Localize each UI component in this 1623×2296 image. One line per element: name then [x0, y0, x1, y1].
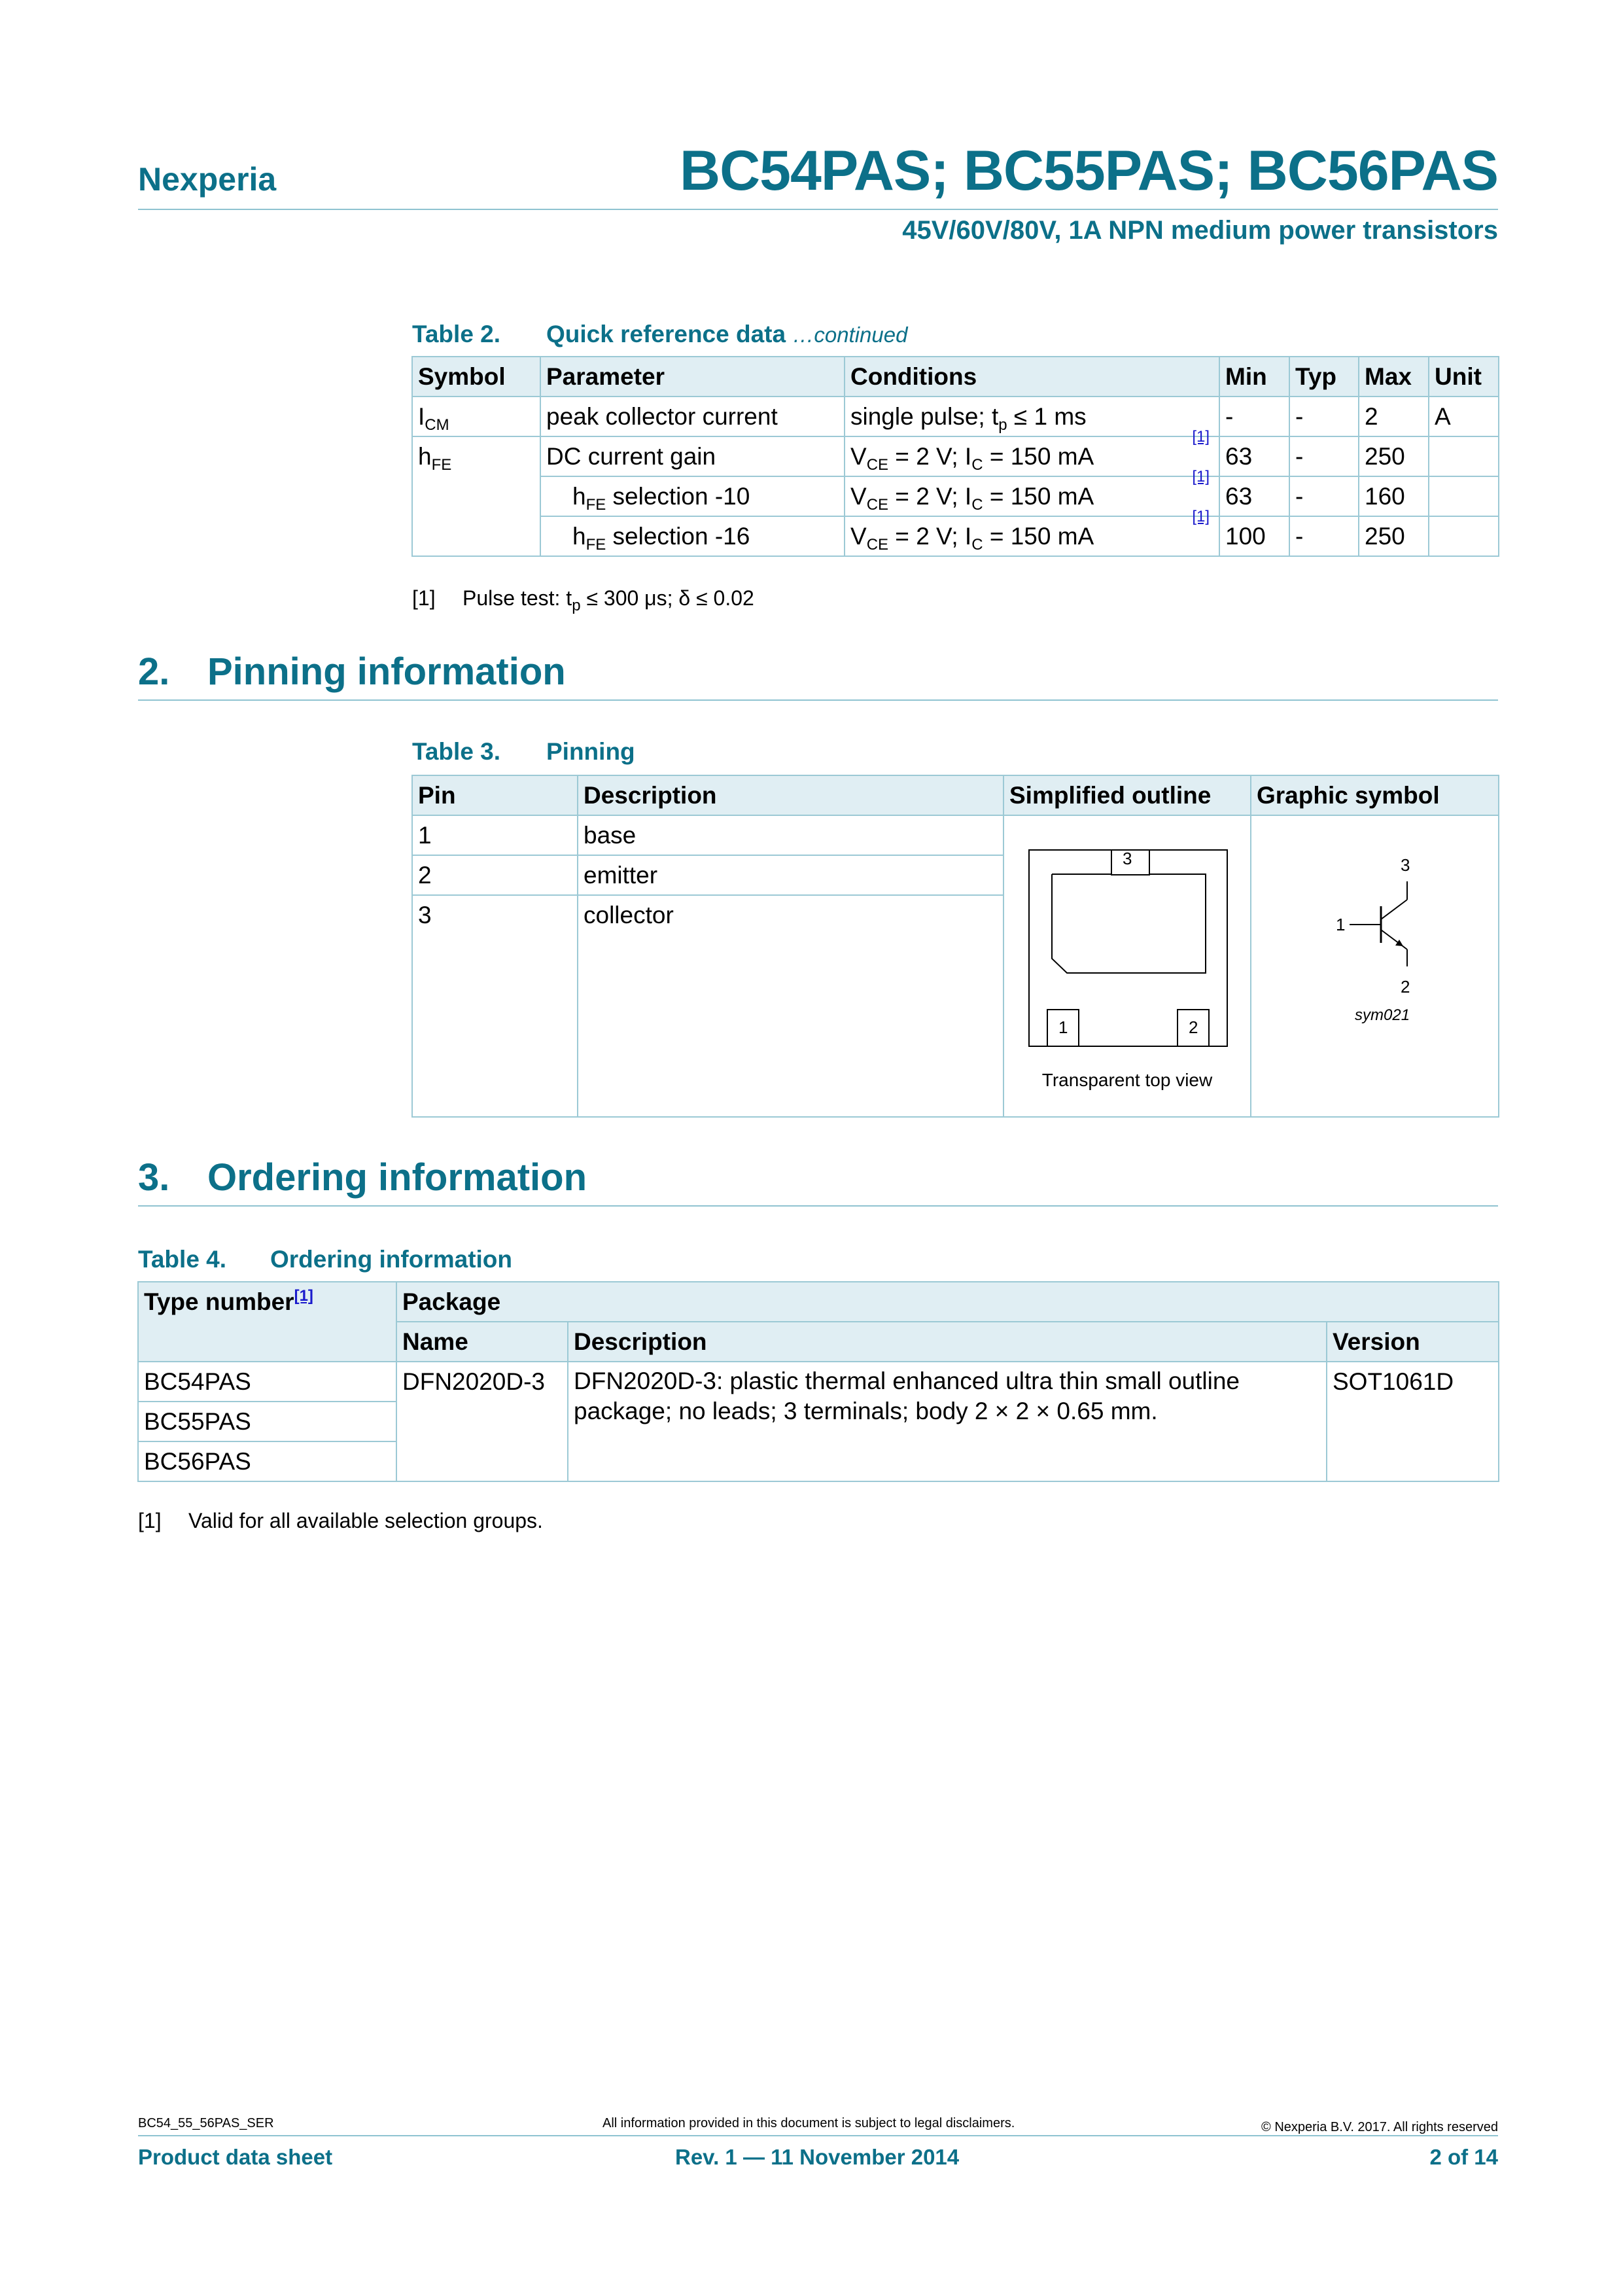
conditions-cell: [845, 397, 1219, 436]
col-min: Min: [1219, 357, 1289, 397]
table2-number: Table 2.: [412, 321, 501, 347]
header-rule: [138, 209, 1498, 210]
col-graphic-symbol: Graphic symbol: [1251, 775, 1499, 815]
max-cell: 250: [1359, 436, 1429, 476]
condition-text: V: [850, 523, 867, 550]
footnote-text: ≤ 300 μs; δ ≤ 0.02: [580, 586, 754, 610]
parameter-text: h: [572, 523, 586, 550]
table4-number: Table 4.: [138, 1246, 227, 1273]
table-row: [412, 436, 1499, 476]
col-parameter: Parameter: [540, 357, 845, 397]
table-row: [412, 815, 1499, 855]
condition-text: = 2 V; I: [888, 483, 972, 510]
parameter-text: selection -16: [606, 523, 750, 550]
outline-pin-1-label: 1: [1058, 1017, 1068, 1037]
package-description-line: package; no leads; 3 terminals; body 2 × 2 × 0.65 mm.: [574, 1398, 1158, 1424]
section-rule: [138, 699, 1498, 701]
table-row: [412, 397, 1499, 436]
table2-continued: …continued: [792, 323, 908, 347]
symbol-emitter-label: 2: [1401, 977, 1410, 997]
condition-text: = 2 V; I: [888, 443, 972, 470]
brand-name: Nexperia: [138, 161, 277, 198]
parameter-subscript: FE: [585, 496, 606, 514]
condition-text: ≤ 1 ms: [1007, 403, 1087, 430]
max-cell: 2: [1359, 397, 1429, 436]
col-symbol: Symbol: [412, 357, 540, 397]
outline-pin-2-label: 2: [1189, 1017, 1198, 1037]
max-cell: 250: [1359, 516, 1429, 556]
symbol-text: h: [418, 443, 432, 470]
footnote-text: Pulse test: t: [462, 586, 572, 610]
table-row: [412, 516, 1499, 556]
footnote-subscript: p: [572, 597, 581, 614]
package-description-cell: [568, 1362, 1327, 1481]
condition-subscript: C: [971, 456, 983, 474]
outline-cell: [1003, 815, 1251, 1117]
type-cell: BC56PAS: [138, 1441, 396, 1481]
condition-text: = 2 V; I: [888, 523, 972, 550]
section-rule: [138, 1205, 1498, 1207]
symbol-collector-label: 3: [1401, 855, 1410, 875]
footer-doc-type: Product data sheet: [138, 2145, 333, 2169]
symbol-subscript: FE: [431, 456, 452, 474]
footer-revision: Rev. 1 — 11 November 2014: [675, 2145, 960, 2169]
section-title: Pinning information: [207, 650, 566, 693]
pinning-table: [411, 775, 1499, 1118]
symbol-cell: [412, 436, 540, 556]
typ-cell: -: [1289, 516, 1359, 556]
conditions-cell: $V_{CE} = 2$ V; $I_C = 150$ mA [1]: [845, 516, 1219, 556]
col-version: Version: [1327, 1322, 1499, 1362]
table-row: [138, 1362, 1499, 1402]
unit-cell: [1429, 476, 1499, 516]
section-number: 2.: [138, 650, 170, 693]
table-header-row: [138, 1282, 1499, 1322]
table4-footnote: [138, 1509, 543, 1533]
footer-disclaimer: All information provided in this document is subject to legal disclaimers.: [602, 2116, 1015, 2130]
col-max: Max: [1359, 357, 1429, 397]
footer-doc-id: BC54_55_56PAS_SER: [138, 2116, 274, 2130]
table2-footnote: [412, 586, 754, 614]
typ-cell: -: [1289, 436, 1359, 476]
section-heading-pinning: [138, 650, 566, 694]
col-typ: Typ: [1289, 357, 1359, 397]
condition-text: = 150 mA: [983, 483, 1094, 510]
pin-cell: 3: [412, 895, 578, 1117]
max-cell: 160: [1359, 476, 1429, 516]
condition-text: V: [850, 443, 867, 470]
table3-title: Pinning: [546, 738, 635, 765]
unit-cell: A: [1429, 397, 1499, 436]
table4-title: Ordering information: [270, 1246, 512, 1273]
condition-subscript: CE: [866, 456, 889, 474]
version-cell: SOT1061D: [1327, 1362, 1499, 1481]
symbol-cell: [1251, 815, 1499, 1117]
condition-subscript: C: [971, 496, 983, 514]
condition-text: V: [850, 483, 867, 510]
table2-caption: [412, 321, 907, 348]
npn-transistor-symbol: [1251, 816, 1498, 1114]
footnote-link[interactable]: [1]: [294, 1287, 313, 1305]
symbol-base-label: 1: [1336, 915, 1346, 934]
min-cell: -: [1219, 397, 1289, 436]
document-subtitle: 45V/60V/80V, 1A NPN medium power transistors: [902, 216, 1498, 245]
conditions-cell: $V_{CE} = 2$ V; $I_C = 150$ mA [1]: [845, 436, 1219, 476]
condition-subscript: p: [998, 416, 1007, 434]
symbol-subscript: CM: [425, 416, 449, 434]
condition-text: = 150 mA: [983, 523, 1094, 550]
parameter-cell: [540, 476, 845, 516]
unit-cell: [1429, 436, 1499, 476]
footer-page-number: 2 of 14: [1429, 2145, 1498, 2169]
pin-cell: 2: [412, 855, 578, 895]
parameter-cell: DC current gain: [540, 436, 845, 476]
outline-pin-3-label: 3: [1123, 849, 1132, 868]
package-description-line: DFN2020D-3: plastic thermal enhanced ultra thin small outline: [574, 1368, 1240, 1394]
quick-reference-table: [411, 356, 1499, 557]
condition-subscript: CE: [866, 496, 889, 514]
ordering-table: [137, 1281, 1499, 1482]
description-cell: collector: [578, 895, 1003, 1117]
condition-text: = 150 mA: [983, 443, 1094, 470]
table4-caption: [138, 1246, 512, 1273]
type-cell: BC54PAS: [138, 1362, 396, 1402]
col-conditions: Conditions: [845, 357, 1219, 397]
parameter-cell: [540, 516, 845, 556]
footer-rule: [138, 2135, 1498, 2136]
symbol-text: I: [418, 403, 425, 430]
condition-text: single pulse; t: [850, 403, 999, 430]
outline-caption: Transparent top view: [1041, 1070, 1213, 1090]
description-cell: base: [578, 815, 1003, 855]
symbol-cell: [412, 397, 540, 436]
col-type-number: [138, 1282, 396, 1362]
parameter-text: selection -10: [606, 483, 750, 510]
min-cell: 63: [1219, 476, 1289, 516]
condition-subscript: C: [971, 536, 983, 554]
parameter-text: h: [572, 483, 586, 510]
pin-cell: 1: [412, 815, 578, 855]
typ-cell: -: [1289, 476, 1359, 516]
min-cell: 63: [1219, 436, 1289, 476]
section-number: 3.: [138, 1156, 170, 1199]
package-name-cell: DFN2020D-3: [396, 1362, 568, 1481]
col-unit: Unit: [1429, 357, 1499, 397]
table-row: [412, 476, 1499, 516]
document-title: BC54PAS; BC55PAS; BC56PAS: [679, 139, 1498, 202]
condition-subscript: CE: [866, 536, 889, 554]
footer-copyright: © Nexperia B.V. 2017. All rights reserved: [1261, 2120, 1498, 2134]
col-description: Description: [568, 1322, 1327, 1362]
symbol-code: sym021: [1355, 1006, 1410, 1024]
footnote-marker: [1]: [412, 586, 436, 610]
typ-cell: -: [1289, 397, 1359, 436]
table-header-row: [412, 357, 1499, 397]
conditions-cell: $V_{CE} = 2$ V; $I_C = 150$ mA [1]: [845, 476, 1219, 516]
table3-caption: [412, 738, 635, 766]
parameter-subscript: FE: [585, 536, 606, 554]
footnote-marker: [1]: [138, 1509, 162, 1532]
section-heading-ordering: [138, 1156, 587, 1199]
section-title: Ordering information: [207, 1156, 587, 1199]
col-simplified-outline: Simplified outline: [1003, 775, 1251, 815]
col-name: Name: [396, 1322, 568, 1362]
type-cell: BC55PAS: [138, 1402, 396, 1441]
col-pin: Pin: [412, 775, 578, 815]
unit-cell: [1429, 516, 1499, 556]
footnote-text: Valid for all available selection groups.: [188, 1509, 543, 1532]
table3-number: Table 3.: [412, 738, 501, 765]
table2-title: Quick reference data: [546, 321, 786, 347]
table-header-row: [412, 775, 1499, 815]
min-cell: 100: [1219, 516, 1289, 556]
col-description: Description: [578, 775, 1003, 815]
description-cell: emitter: [578, 855, 1003, 895]
type-number-label: Type number: [144, 1288, 294, 1315]
parameter-cell: peak collector current: [540, 397, 845, 436]
col-package: Package: [396, 1282, 1499, 1322]
